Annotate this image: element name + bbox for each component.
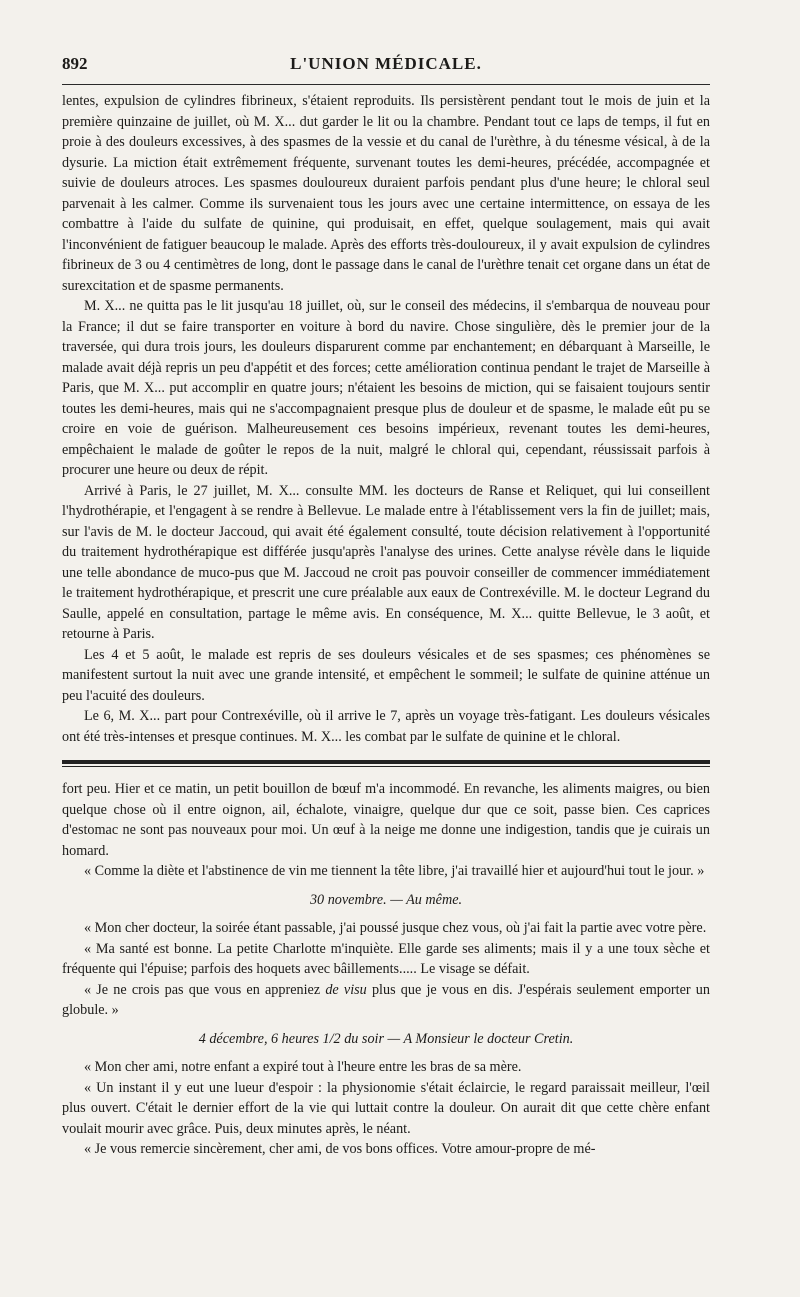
page-header [62, 54, 710, 82]
letter-paragraph-5-a: « Je ne crois pas que vous en appreniez [84, 981, 326, 998]
letter-paragraph-2: « Comme la diète et l'abstinence de vin me tiennent la tête libre, j'ai travaillé hier et aujourd'hui tout le jour. » [84, 863, 705, 879]
page [62, 54, 710, 1160]
paragraph-1: lentes, expulsion de cylindres fibrineux, s'étaient reproduits. Ils persistèrent pendant tout le mois de juin et la première quinzaine de juillet, où M. X... dut garder le lit ou la chambre. Pendant tout ce laps de temps, il fut en proie à des douleurs excessives, à des spasmes de la vessie et du canal de l'urèthre, à du ténesme vésical, à de la dysurie. La miction était extrêmement fréquente, survenant toutes les demi-heures, précédée, accompagnée et suivie de douleurs atroces. Les spasmes douloureux duraient parfois pendant plus d'une heure; le chloral seul parvenait à les calmer. Comme ils survenaient tous les jours avec une certaine intermittence, on essaya de les combattre à l'aide du sulfate de quinine, qui produisait, en effet, quelque soulagement, mais qui avait l'inconvénient de fatiguer beaucoup le malade. Après des efforts très-douloureux, il y avait expulsion de cylindres fibrineux de 3 ou 4 centimètres de long, dont le passage dans le canal de l'urèthre tenait cet organe dans un état de surexcitation et de spasme permanents. [62, 93, 710, 294]
paragraph-3: Arrivé à Paris, le 27 juillet, M. X... consulte MM. les docteurs de Ranse et Reliquet, qui lui conseillent l'hydrothérapie, et l'engagent à se rendre à Bellevue. Le malade entre à l'établissement vers la fin de juillet; mais, sur l'avis de M. le docteur Jaccoud, qui avait été également consulté, toute décision relativement à l'opportunité du traitement hydrothérapique est différée jusqu'après l'analyse des urines. Cette analyse révèle dans le liquide une telle abondance de muco-pus que M. Jaccoud ne croit pas pouvoir conseiller de commencer immédiatement le traitement hydrothérapique, et prescrit une cure préalable aux eaux de Contrexéville. M. le docteur Legrand du Saulle, appelé en consultation, partage le même avis. En conséquence, M. X... quitte Bellevue, le 3 août, et retourne à Paris. [62, 482, 710, 642]
page-number: 892 [62, 54, 88, 73]
letter-paragraph-1: fort peu. Hier et ce matin, un petit bouillon de bœuf m'a incommodé. En revanche, les aliments maigres, ou bien quelque chose où il entre oignon, ail, échalote, vinaigre, quelque dur que ce soit, passe bien. Ces caprices d'estomac ne sont pas nouveaux pour moi. Un œuf à la neige me donne une indigestion, tandis que je cuirais un homard. [62, 781, 710, 859]
letter-paragraph-5 [62, 980, 710, 1021]
letter-paragraph-6: « Mon cher ami, notre enfant a expiré tout à l'heure entre les bras de sa mère. [84, 1059, 522, 1075]
letter-paragraph-8: « Je vous remercie sincèrement, cher ami, de vos bons offices. Votre amour-propre de mé- [84, 1141, 596, 1157]
running-title: L'UNION MÉDICALE. [290, 54, 482, 73]
paragraph-4: Les 4 et 5 août, le malade est repris de ses douleurs vésicales et de ses spasmes; ces phénomènes se manifestent surtout la nuit avec une grande intensité, et empêchent le sommeil; le sulfate de quinine atténue un peu l'acuité des douleurs. [62, 646, 710, 704]
letter-paragraph-5-b: plus que je vous en dis. J'espérais seulement emporter un globule. » [62, 981, 710, 1018]
header-rule [62, 84, 710, 85]
letter-paragraph-4: « Ma santé est bonne. La petite Charlotte m'inquiète. Elle garde ses aliments; mais il y a une toux sèche et fréquente qui l'épuise; parfois des hoquets avec bâillements..... Le visage se défait. [62, 940, 710, 977]
paragraph-5: Le 6, M. X... part pour Contrexéville, où il arrive le 7, après un voyage très-fatigant. Les douleurs vésicales ont été très-intenses et presque continues. M. X... les combat par le sulfate de quinine et le chloral. [62, 708, 710, 745]
letter-paragraph-5-italic: de visu [325, 981, 367, 998]
letter-paragraph-3: « Mon cher docteur, la soirée étant passable, j'ai poussé jusque chez vous, où j'ai fait la partie avec votre père. [84, 920, 707, 936]
letter-paragraph-7: « Un instant il y eut une lueur d'espoir : la physionomie s'était éclaircie, le regard paraissait meilleur, l'œil plus ouvert. C'était le dernier effort de la vie qui luttait contre la douleur. On aurait dit que cette chère enfant voulait mourir avec grâce. Puis, deux minutes après, le néant. [62, 1079, 710, 1137]
letter-heading-30-novembre: 30 novembre. — Au même. [309, 891, 463, 908]
letter-heading-4-decembre: 4 décembre, 6 heures 1/2 du soir — A Monsieur le docteur Cretin. [198, 1030, 574, 1047]
paragraph-2: M. X... ne quitta pas le lit jusqu'au 18 juillet, où, sur le conseil des médecins, il s'embarqua de nouveau pour la France; il dut se faire transporter en voiture à bord du navire. Chose singulière, dès le premier jour de la traversée, qui dura trois jours, les douleurs disparurent comme par enchantement; en débarquant à Marseille, le malade avait déjà repris un peu d'appétit et des forces; cette amélioration continua pendant le trajet de Marseille à Paris, que M. X... put accomplir en quatre jours; n'étaient les besoins de miction, qui se faisaient toujours sentir toutes les demi-heures, mais qui ne s'accompagnaient presque plus de douleur et de spasme, le malade eût pu se croire en voie de guérison. Malheureusement ces besoins impérieux, revenant toutes les demi-heures, empêchaient le malade de goûter le repos de la nuit, malgré le chloral qui, cependant, réussissait parfois à procurer une heure ou deux de répit. [62, 298, 710, 478]
section-divider [62, 760, 710, 767]
